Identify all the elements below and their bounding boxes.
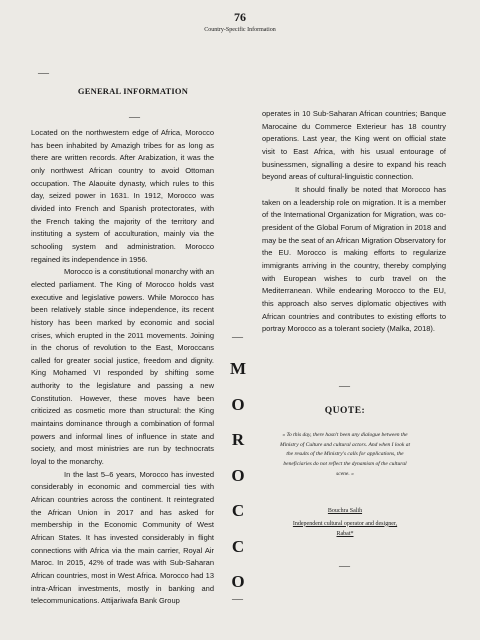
right-text-column xyxy=(262,108,446,336)
title-letter: C xyxy=(231,501,245,520)
page-number: 76 xyxy=(234,10,246,24)
title-letter: O xyxy=(231,465,245,485)
divider-dash: — xyxy=(38,67,49,79)
title-letter: C xyxy=(231,536,245,556)
attribution-name: Bouchra Salih xyxy=(327,508,363,514)
title-letter: R xyxy=(231,430,245,449)
attribution-city: Rabat* xyxy=(336,531,354,538)
section-heading: GENERAL INFORMATION xyxy=(77,86,189,96)
paragraph: operates in 10 Sub-Saharan African countries; Banque Marocaine du Commerce Exterieur has 18 country operations. Last year, the King went on official state visit to East Africa, with his usual entourage of businessmen, signalling a desire to expand his reach beyond areas of cultural-linguistic connection. xyxy=(262,109,446,182)
divider-dash: — xyxy=(232,593,243,605)
quote-heading: QUOTE: xyxy=(324,406,366,416)
running-head: Country-Specific Information xyxy=(204,27,276,33)
divider-dash: — xyxy=(339,380,350,392)
title-letter: O xyxy=(231,572,245,591)
quote-attribution xyxy=(270,506,420,540)
divider-dash: — xyxy=(232,331,243,343)
paragraph: It should finally be noted that Morocco has taken on a leadership role on migration. It is a member of the International Organization for Migration, was co-president of the Global Forum of Migration in 2018 and may be the seat of an African Migration Observatory for the EU. Morocco is making efforts to regularize immigrants arriving in the country, thereby complying with European wishes to curb travel on the Mediterranean. While endearing Morocco to the EU, this approach also serves diplomatic objectives with African countries and contributes to existing efforts to portray Morocco as a tolerant society (Malka, 2018). xyxy=(262,184,446,334)
divider-dash: — xyxy=(339,560,350,572)
paragraph: Morocco is a constitutional monarchy with an elected parliament. The King of Morocco holds vast executive and legislative powers. While Morocco has been relatively stable since independence, its recent history has been marked by economic and social crises, which erupted in the 2011 movements. Joining in the chorus of revolution to the East, Moroccans called for greater social justice, freedom and dignity. King Mohamed VI responded by shifting some authority to the legislature and passing a new Constitution. However, these moves have been criticized as cosmetic more than structural: the King maintains dominance through a combination of formal powers and informal lines of influence in state and society, and most ministries are run by technocrats loyal to the monarchy. xyxy=(31,267,214,467)
vertical-country-title xyxy=(223,351,253,600)
title-letter: M xyxy=(229,359,247,378)
title-letter: O xyxy=(231,394,245,414)
divider-dash: — xyxy=(129,111,140,123)
paragraph: In the last 5–6 years, Morocco has invested considerably in economic and commercial ties with African countries across the continent. It reintegrated the African Union in 2017 and has asked for membership in the Economic Community of West African States. It has invested considerably in flight connections with Africa via the main carrier, Royal Air Maroc. In 2015, 42% of trade was with Sub-Saharan African countries, most in West Africa. Morocco had 13 intra-African investments, mostly in banking and telecommunications. Attijariwafa Bank Group xyxy=(31,469,214,606)
attribution-role: Independent cultural operator and designer, xyxy=(292,520,398,527)
quote-text: « To this day, there hasn't been any dialogue between the Ministry of Culture and cultural actors. And when I look at the results of the Ministry's calls for applications, the beneficiaries do not reflect the dynamism of the cultural scene. » xyxy=(280,432,411,477)
left-text-column xyxy=(31,127,214,608)
paragraph: Located on the northwestern edge of Africa, Morocco has been inhabited by Amazigh tribes for as long as there are written records. After Arabization, it was the only northwest African country to avoid Ottoman occupation. The Alaouite dynasty, which rules to this day, seized power in 1631. In 1912, Morocco was divided into French and Spanish protectorates, with the French taking the majority of the territory and instituting a system of acculturation, mainly via the schooling system and administration. Morocco regained its independence in 1956. xyxy=(31,128,214,264)
